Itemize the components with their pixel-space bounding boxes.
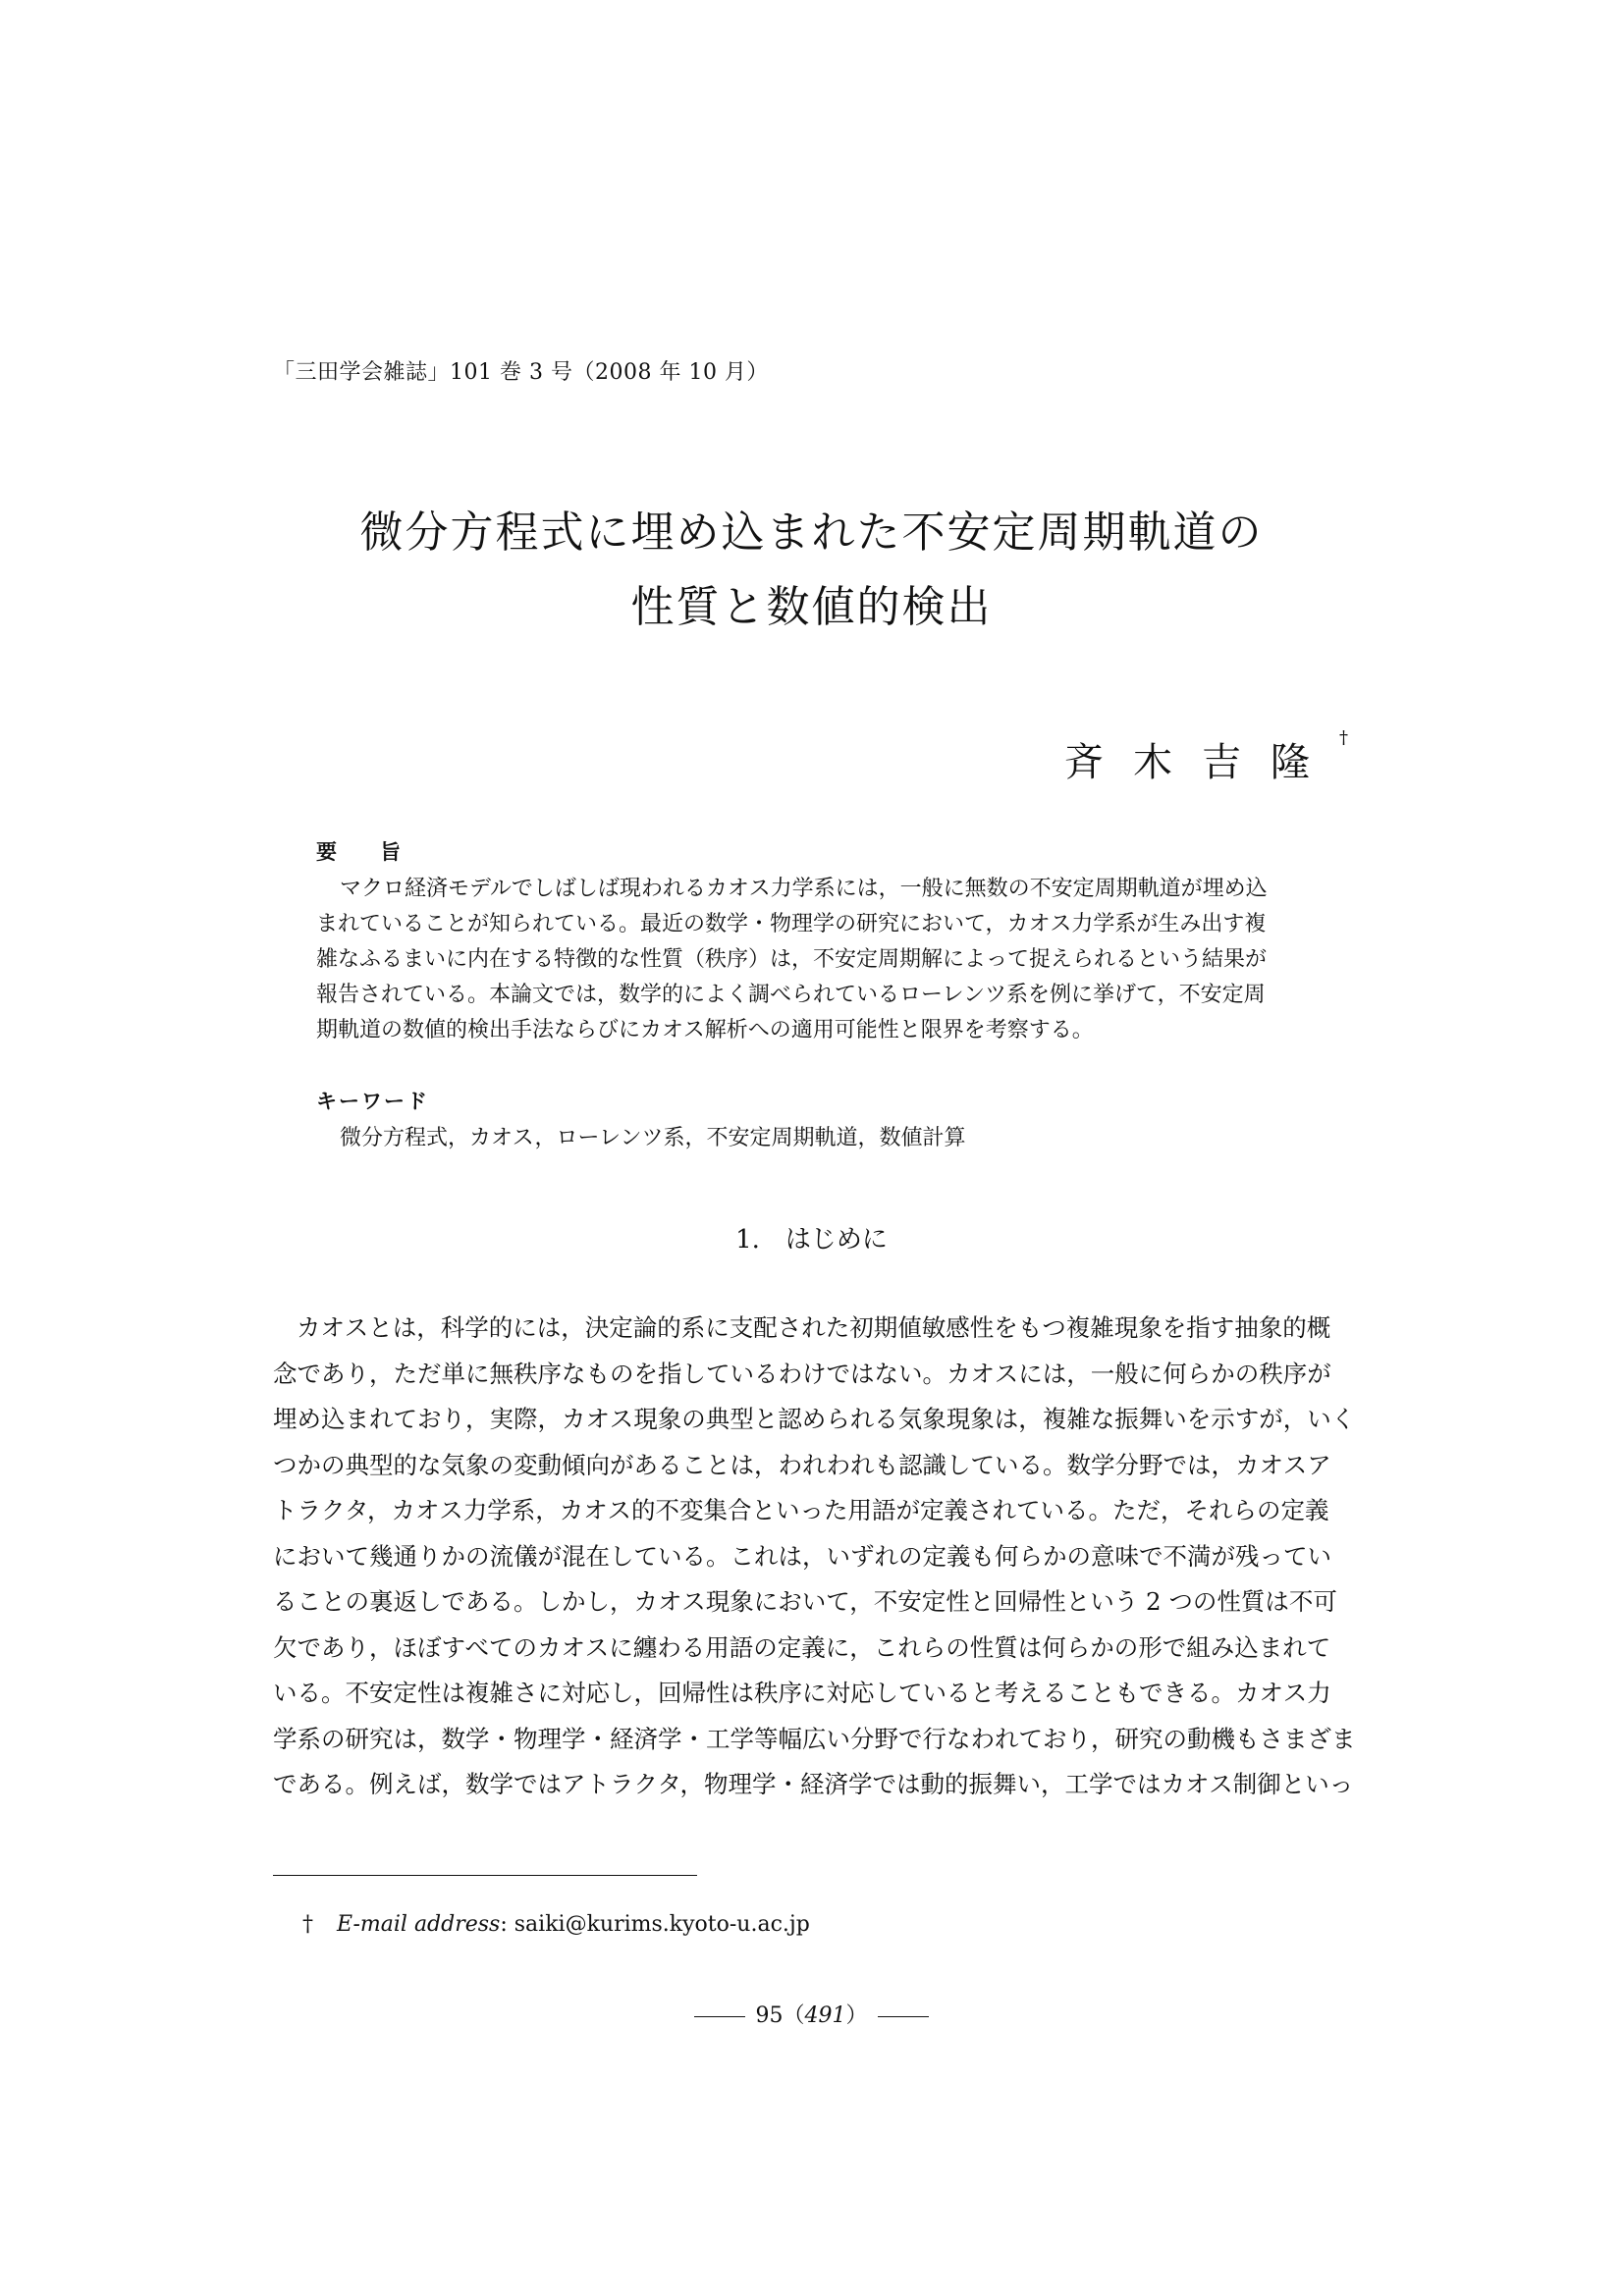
- body-line: である。例えば，数学ではアトラクタ，物理学・経済学では動的振舞い，工学ではカオス制御といっ: [273, 1770, 1354, 1798]
- footnote-mark: †: [302, 1912, 313, 1937]
- body-line: 欠であり，ほぼすべてのカオスに纏わる用語の定義に，これらの性質は何らかの形で組み込まれて: [273, 1632, 1331, 1662]
- title-line-1: 微分方程式に埋め込まれた不安定周期軌道の: [359, 507, 1264, 558]
- footnote-colon: :: [500, 1912, 508, 1937]
- page-dash-right: [878, 2016, 929, 2017]
- body-line: カオスとは，科学的には，決定論的系に支配された初期値敏感性をもつ複雑現象を指す抽象的概: [297, 1313, 1331, 1342]
- page-dash-left: [694, 2016, 745, 2017]
- page-number: [0, 1999, 1623, 2029]
- body-line: つかの典型的な気象の変動傾向があることは，われわれも認識している。数学分野では，カオスア: [273, 1450, 1331, 1479]
- body-line: 念であり，ただ単に無秩序なものを指しているわけではない。カオスには，一般に何らかの秩序が: [273, 1359, 1331, 1388]
- abstract-body: [316, 872, 1346, 1048]
- page-paren-open: （: [783, 2003, 805, 2028]
- abstract-line: マクロ経済モデルでしばしば現われるカオス力学系には，一般に無数の不安定周期軌道が埋め込: [340, 877, 1268, 901]
- title-line-2: 性質と数値的検出: [630, 582, 993, 632]
- author-name: 斉木吉隆: [1064, 740, 1339, 785]
- body-line: 学系の研究は，数学・物理学・経済学・工学等幅広い分野で行なわれており，研究の動機もさまざま: [273, 1724, 1356, 1753]
- abstract-line: 報告されている。本論文では，数学的によく調べられているローレンツ系を例に挙げて，不安定周: [316, 983, 1266, 1007]
- body-line: 埋め込まれており，実際，カオス現象の典型と認められる気象現象は，複雑な振舞いを示すが，いく: [273, 1405, 1356, 1433]
- body-text: [273, 1306, 1382, 1808]
- keywords-heading: キーワード: [316, 1090, 429, 1113]
- page-paren-close: ）: [845, 2003, 868, 2028]
- author: [1064, 727, 1348, 787]
- body-line: において幾通りかの流儀が混在している。これは，いずれの定義も何らかの意味で不満が残ってい: [273, 1541, 1331, 1571]
- page-number-original: 491: [804, 2003, 846, 2028]
- abstract-heading: 要旨: [316, 840, 444, 864]
- abstract-line: まれていることが知られている。最近の数学・物理学の研究において，カオス力学系が生み出す複: [316, 912, 1267, 936]
- abstract-line: 期軌道の数値的検出手法ならびにカオス解析への適用可能性と限界を考察する。: [316, 1018, 1094, 1042]
- body-line: いる。不安定性は複雑さに対応し，回帰性は秩序に対応していると考えることもできる。カオス力: [273, 1679, 1331, 1707]
- footnote-email: saiki@kurims.kyoto-u.ac.jp: [514, 1912, 810, 1937]
- abstract-line: 雑なふるまいに内在する特徴的な性質（秩序）は，不安定周期解によって捉えられるという結果が: [316, 947, 1268, 972]
- author-footnote-mark: †: [1339, 727, 1348, 748]
- body-line: ることの裏返しである。しかし，カオス現象において，不安定性と回帰性という 2 つの性質は不可: [273, 1587, 1337, 1616]
- page-number-value: 95: [755, 2003, 784, 2028]
- section-heading: [0, 1219, 1623, 1255]
- footnote-label: E-mail address: [337, 1912, 501, 1937]
- footnote: [302, 1912, 810, 1937]
- paper-title: [0, 496, 1623, 645]
- footnote-divider: [273, 1875, 697, 1876]
- keywords-text: 微分方程式，カオス，ローレンツ系，不安定周期軌道，数値計算: [340, 1126, 966, 1150]
- body-line: トラクタ，カオス力学系，カオス的不変集合といった用語が定義されている。ただ，それらの定義: [273, 1496, 1329, 1524]
- section-title: はじめに: [784, 1225, 888, 1255]
- journal-citation: 「三田学会雑誌」101 巻 3 号（2008 年 10 月）: [273, 360, 769, 385]
- section-number: 1.: [735, 1225, 760, 1255]
